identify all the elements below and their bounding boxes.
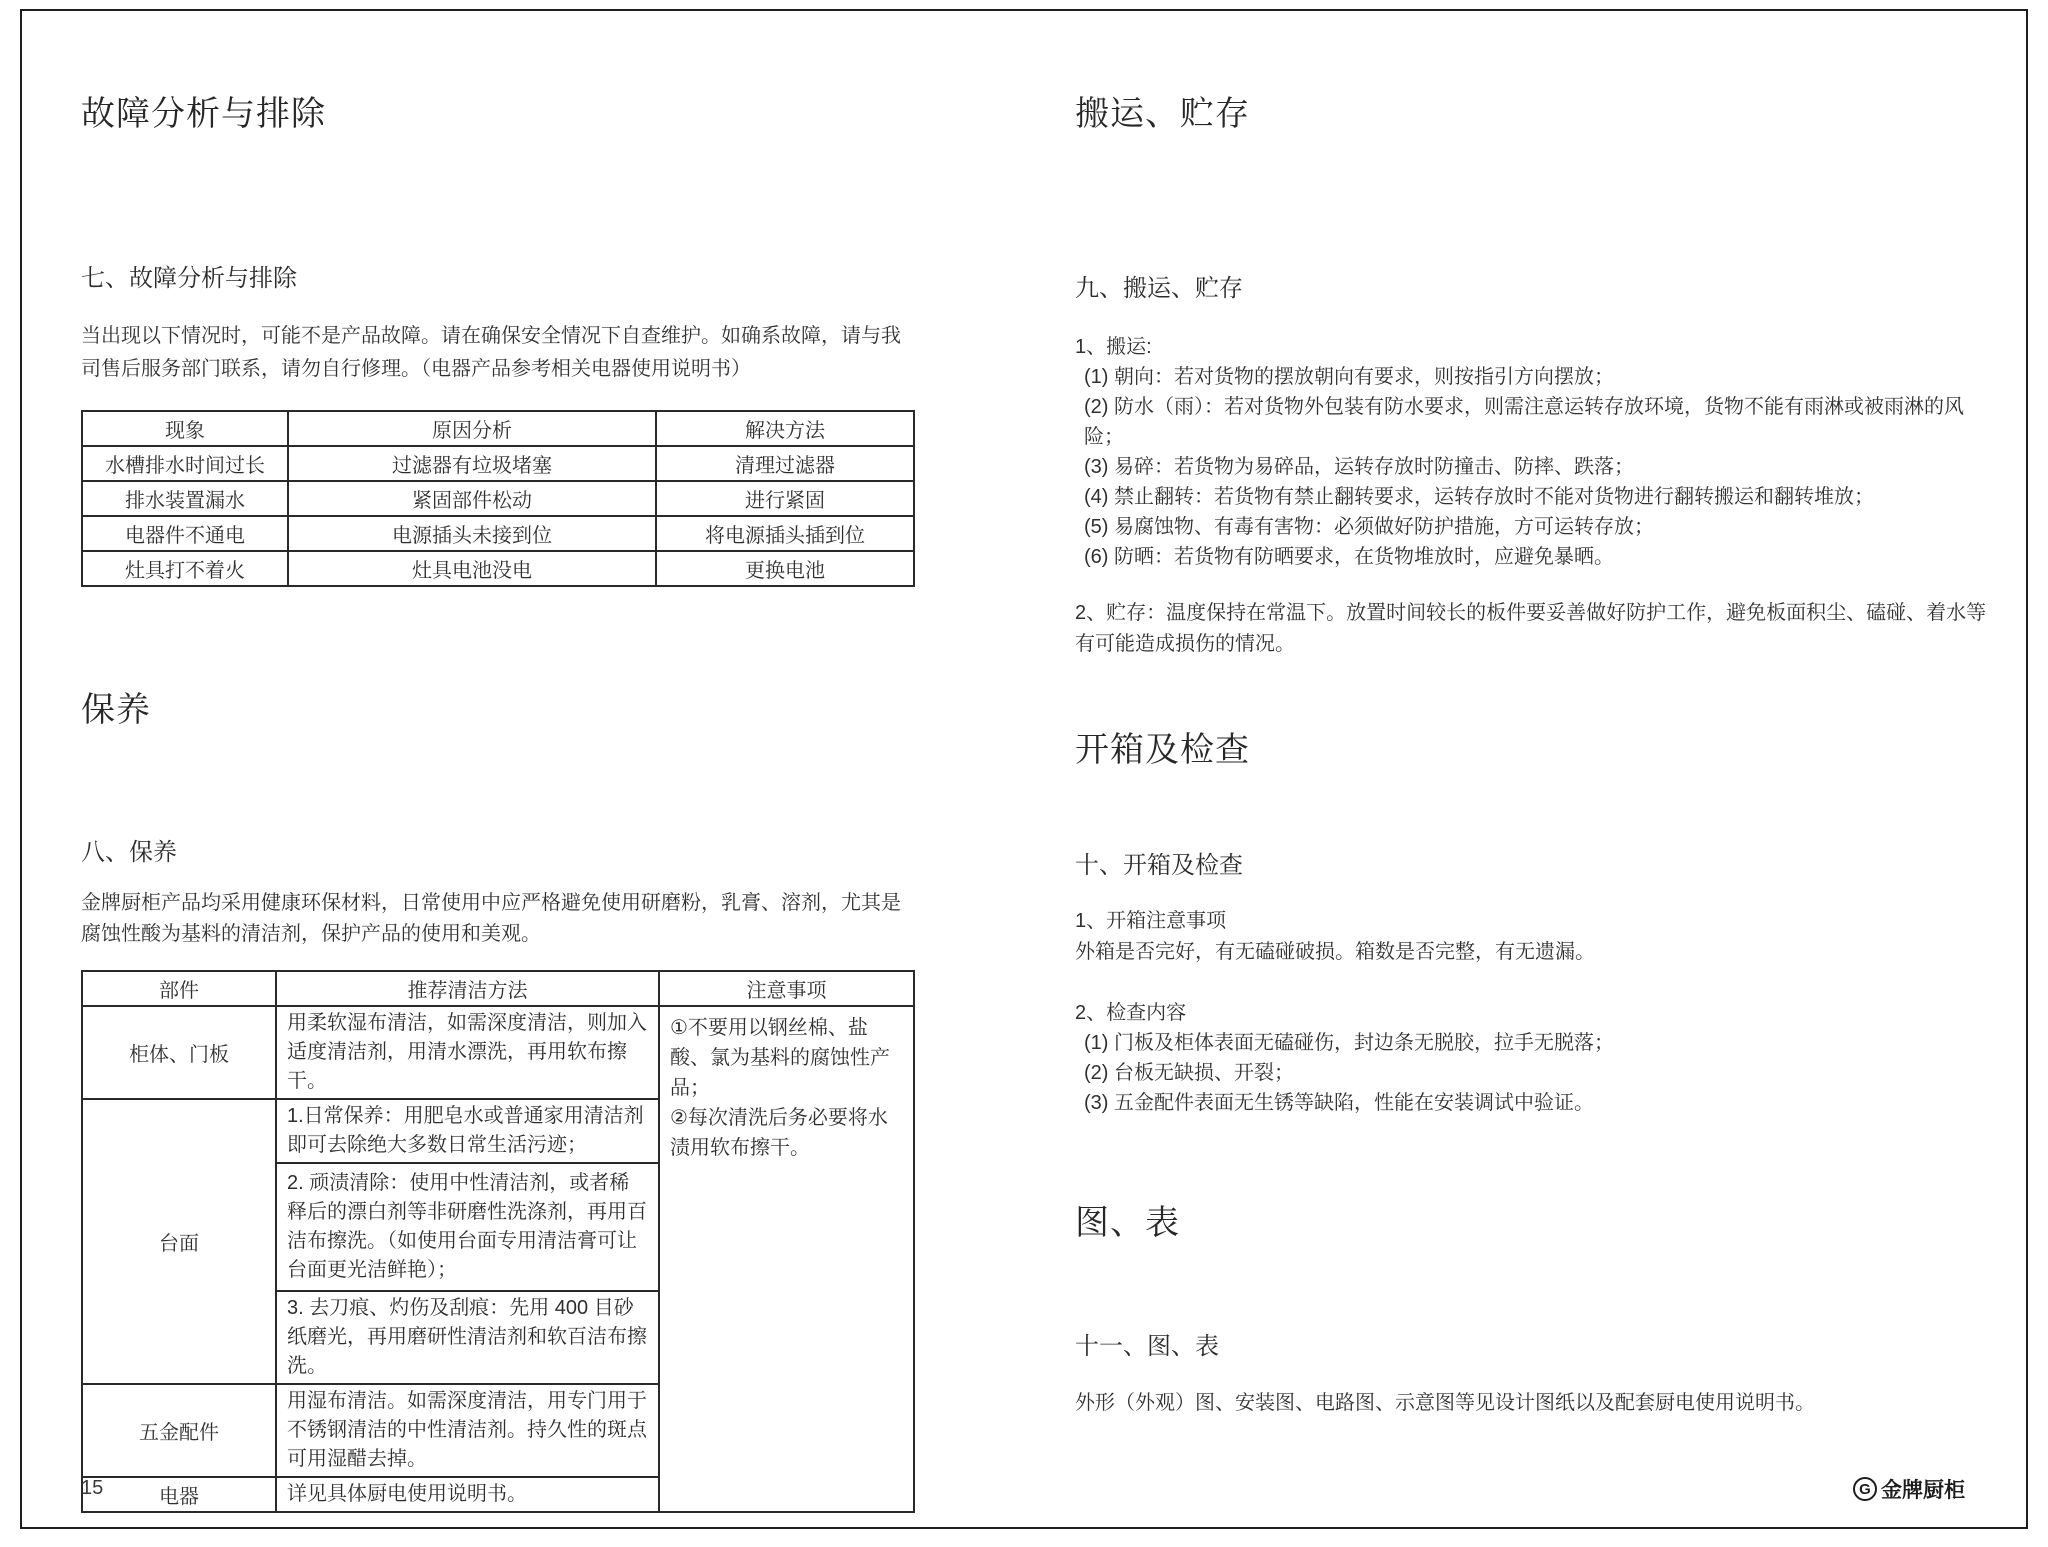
inspection-item-counter: (2) 台板无缺损、开裂； (1084, 1062, 1294, 1084)
table-cell: 紧固部件松动 (288, 481, 656, 516)
method-countertop-stains: 2. 顽渍清除：使用中性清洁剂，或者稀释后的漂白剂等非研磨性洗涤剂，再用百洁布擦洗。（如使用台面专用清洁膏可让台面更光洁鲜艳）； (276, 1163, 659, 1291)
table-row (82, 551, 914, 586)
table-cell: 排水装置漏水 (82, 481, 288, 516)
care-notes-cell (659, 1006, 914, 1512)
brand-logo (1853, 1474, 1965, 1504)
maintenance-table-header-row (82, 971, 914, 1006)
brand-name: 金牌厨柜 (1881, 1479, 1965, 1502)
fault-col-header-symptom: 现象 (82, 411, 288, 446)
inspection-item-hardware: (3) 五金配件表面无生锈等缺陷，性能在安装调试中验证。 (1084, 1092, 1594, 1114)
unboxing-note-body: 外箱是否完好，有无磕碰破损。箱数是否完整，有无遗漏。 (1075, 941, 1595, 963)
table-cell: 灶具电池没电 (288, 551, 656, 586)
part-label-hardware: 五金配件 (82, 1384, 276, 1477)
transport-item-waterproof: (2) 防水（雨）：若对货物外包装有防水要求，则需注意运转存放环境，货物不能有雨淋或被雨淋的风险； (1084, 396, 1964, 448)
inspection-list (1075, 998, 1997, 1118)
care-note-1: ①不要用以钢丝棉、盐酸、氯为基料的腐蚀性产品； (670, 1017, 890, 1099)
care-col-header-notes: 注意事项 (659, 971, 914, 1006)
subsection-heading-unboxing: 十、开箱及检查 (1075, 852, 1243, 879)
method-appliance: 详见具体厨电使用说明书。 (276, 1477, 659, 1512)
subsection-heading-fault: 七、故障分析与排除 (81, 265, 297, 292)
table-row (82, 1006, 914, 1099)
maintenance-intro-paragraph: 金牌厨柜产品均采用健康环保材料，日常使用中应严格避免使用研磨粉，乳膏、溶剂，尤其是腐蚀性酸为基料的清洁剂，保护产品的使用和美观。 (81, 892, 901, 945)
table-cell: 将电源插头插到位 (656, 516, 914, 551)
table-cell: 电源插头未接到位 (288, 516, 656, 551)
section-title-transport-storage: 搬运、贮存 (1075, 95, 1250, 133)
section-title-fault-analysis: 故障分析与排除 (81, 95, 326, 133)
transport-item-corrosive: (5) 易腐蚀物、有毒有害物：必须做好防护措施，方可运转存放； (1084, 516, 1654, 538)
table-cell: 清理过滤器 (656, 446, 914, 481)
transport-item-no-flip: (4) 禁止翻转：若货物有禁止翻转要求，运转存放时不能对货物进行翻转搬运和翻转堆放； (1084, 486, 1874, 508)
figures-paragraph: 外形（外观）图、安装图、电路图、示意图等见设计图纸以及配套厨电使用说明书。 (1075, 1392, 1815, 1414)
section-title-maintenance: 保养 (81, 691, 151, 729)
transport-carry-heading: 1、搬运: (1075, 336, 1152, 358)
unboxing-note-heading: 1、开箱注意事项 (1075, 910, 1227, 932)
care-col-header-part: 部件 (82, 971, 276, 1006)
section-title-figures-tables: 图、表 (1075, 1204, 1180, 1242)
care-col-header-method: 推荐清洁方法 (276, 971, 659, 1006)
fault-col-header-cause: 原因分析 (288, 411, 656, 446)
section-title-unboxing: 开箱及检查 (1075, 731, 1250, 769)
method-cabinet: 用柔软湿布清洁，如需深度清洁，则加入适度清洁剂，用清水漂洗，再用软布擦干。 (276, 1006, 659, 1099)
table-cell: 电器件不通电 (82, 516, 288, 551)
table-cell: 更换电池 (656, 551, 914, 586)
transport-item-orientation: (1) 朝向：若对货物的摆放朝向有要求，则按指引方向摆放； (1084, 366, 1614, 388)
table-row (82, 481, 914, 516)
transport-item-sunproof: (6) 防晒：若货物有防晒要求，在货物堆放时，应避免暴晒。 (1084, 546, 1614, 568)
table-row (82, 446, 914, 481)
fault-col-header-solution: 解决方法 (656, 411, 914, 446)
table-cell: 灶具打不着火 (82, 551, 288, 586)
fault-table (81, 410, 915, 587)
inspection-item-doors: (1) 门板及柜体表面无磕碰伤，封边条无脱胶，拉手无脱落； (1084, 1032, 1614, 1054)
inspection-heading: 2、检查内容 (1075, 1002, 1187, 1024)
brand-g-icon: G (1853, 1477, 1877, 1501)
table-row (82, 516, 914, 551)
page-number: 15 (81, 1477, 104, 1499)
subsection-heading-maintenance: 八、保养 (81, 839, 177, 866)
subsection-heading-transport: 九、搬运、贮存 (1075, 275, 1243, 302)
part-label-appliance: 电器 (82, 1477, 276, 1512)
table-cell: 水槽排水时间过长 (82, 446, 288, 481)
unboxing-notes-block (1075, 906, 1997, 968)
part-label-cabinet: 柜体、门板 (82, 1006, 276, 1099)
fault-table-header-row (82, 411, 914, 446)
transport-list (1075, 332, 1997, 572)
table-cell: 过滤器有垃圾堵塞 (288, 446, 656, 481)
part-label-countertop: 台面 (82, 1099, 276, 1384)
transport-item-fragile: (3) 易碎：若货物为易碎品，运转存放时防撞击、防摔、跌落； (1084, 456, 1634, 478)
method-countertop-scratches: 3. 去刀痕、灼伤及刮痕：先用 400 目砂纸磨光，再用磨研性清洁剂和软百洁布擦洗。 (276, 1291, 659, 1384)
table-cell: 进行紧固 (656, 481, 914, 516)
care-note-2: ②每次清洗后务必要将水渍用软布擦干。 (670, 1107, 888, 1159)
maintenance-table (81, 970, 915, 1513)
subsection-heading-figures: 十一、图、表 (1075, 1333, 1219, 1360)
method-countertop-daily: 1.日常保养：用肥皂水或普通家用清洁剂即可去除绝大多数日常生活污迹； (276, 1099, 659, 1163)
storage-paragraph: 2、贮存：温度保持在常温下。放置时间较长的板件要妥善做好防护工作，避免板面积尘、磕碰、着水等有可能造成损伤的情况。 (1075, 602, 1987, 655)
fault-intro-paragraph: 当出现以下情况时，可能不是产品故障。请在确保安全情况下自查维护。如确系故障，请与我司售后服务部门联系，请勿自行修理。（电器产品参考相关电器使用说明书） (81, 325, 901, 380)
method-hardware: 用湿布清洁。如需深度清洁，用专门用于不锈钢清洁的中性清洁剂。持久性的斑点可用湿醋去掉。 (276, 1384, 659, 1477)
